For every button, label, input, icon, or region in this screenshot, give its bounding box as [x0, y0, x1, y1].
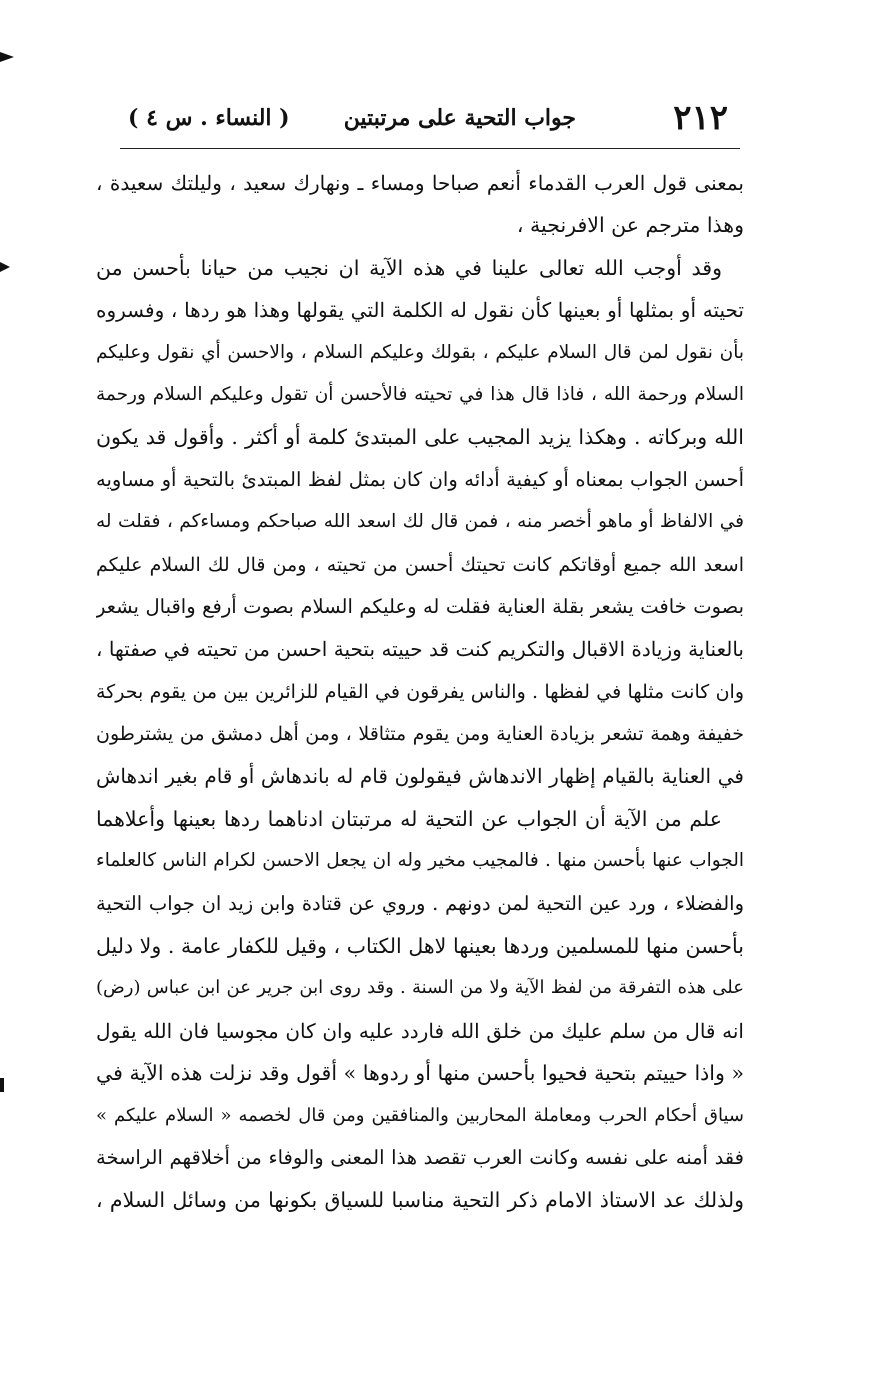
text-line: علم من الآية أن الجواب عن التحية له مرتبتان ادناهما ردها بعينها وأعلاهما — [96, 806, 722, 831]
text-line: على هذه التفرقة من لفظ الآية ولا من السنة . وقد روى ابن جرير عن ابن عباس (رض) — [96, 977, 744, 999]
surah-reference: ( النساء . س ٤ ) — [128, 105, 290, 131]
text-line: السلام ورحمة الله ، فاذا قال هذا في تحيته فالأحسن أن تقول وعليكم السلام ورحمة — [96, 383, 744, 405]
text-line: الله وبركاته . وهكذا يزيد المجيب على المبتدئ كلمة أو أكثر . وأقول قد يكون — [96, 425, 744, 450]
text-line: ولذلك عد الاستاذ الامام ذكر التحية مناسبا للسياق بكونها من وسائل السلام ، — [96, 1188, 744, 1213]
text-line: اسعد الله جميع أوقاتكم كانت تحيتك أحسن من تحيته ، ومن قال لك السلام عليكم — [96, 553, 744, 576]
page-header — [128, 96, 728, 144]
text-line: أحسن الجواب بمعناه أو كيفية أدائه وان كان بمثل لفظ المبتدئ بالتحية أو مساويه — [96, 467, 744, 491]
running-title: جواب التحية على مرتبتين — [343, 105, 576, 131]
text-line: في الالفاظ أو ماهو أخصر منه ، فمن قال لك اسعد الله صباحكم ومساءكم ، فقلت له — [96, 511, 744, 533]
text-line: « واذا حييتم بتحية فحيوا بأحسن منها أو ردوها » أقول وقد نزلت هذه الآية في — [96, 1061, 744, 1086]
text-line: وان كانت مثلها في لفظها . والناس يفرقون في القيام للزائرين بين من يقوم بحركة — [96, 680, 744, 703]
page-number: ٢١٢ — [673, 98, 728, 138]
margin-mark-icon — [0, 1078, 4, 1092]
text-line: والفضلاء ، ورد عين التحية لمن دونهم . وروي عن قتادة وابن زيد ان جواب التحية — [96, 891, 744, 915]
text-line: وهذا مترجم عن الافرنجية ، — [516, 213, 744, 238]
header-rule — [120, 148, 740, 149]
margin-arrow-icon — [0, 262, 10, 272]
text-line: في العناية بالقيام إظهار الاندهاش فيقولون قام له باندهاش أو قام بغير اندهاش — [96, 764, 744, 789]
text-line: خفيفة وهمة تشعر بزيادة العناية ومن يقوم متثاقلا ، ومن أهل دمشق من يشترطون — [96, 723, 744, 746]
text-line: سياق أحكام الحرب ومعاملة المحاربين والمنافقين ومن قال لخصمه « السلام عليكم » — [96, 1104, 744, 1126]
text-line: انه قال من سلم عليك من خلق الله فاردد عليه وان كان مجوسيا فان الله يقول — [96, 1018, 744, 1043]
text-line: وقد أوجب الله تعالى علينا في هذه الآية ان نجيب من حيانا بأحسن من — [96, 255, 722, 280]
text-line: بأحسن منها للمسلمين وردها بعينها لاهل الكتاب ، وقيل للكفار عامة . ولا دليل — [96, 934, 744, 959]
text-line: بصوت خافت يشعر بقلة العناية فقلت له وعليكم السلام بصوت أرفع واقبال يشعر — [96, 594, 744, 618]
text-line: بمعنى قول العرب القدماء أنعم صباحا ومساء ـ ونهارك سعيد ، وليلتك سعيدة ، — [96, 171, 744, 195]
text-line: فقد أمنه على نفسه وكانت العرب تقصد هذا المعنى والوفاء من أخلاقهم الراسخة — [96, 1145, 744, 1169]
body-text — [96, 162, 744, 1222]
text-line: تحيته أو بمثلها أو بعينها كأن نقول له الكلمة التي يقولها وهذا هو ردها ، وفسروه — [96, 298, 744, 323]
text-line: بالعناية وزيادة الاقبال والتكريم كنت قد حييته بتحية احسن من تحيته في صفتها ، — [96, 637, 744, 662]
text-line: الجواب عنها بأحسن منها . فالمجيب مخير وله ان يجعل الاحسن لكرام الناس كالعلماء — [96, 850, 744, 872]
text-line: بأن نقول لمن قال السلام عليكم ، بقولك وعليكم السلام ، والاحسن أي نقول وعليكم — [96, 341, 744, 363]
margin-arrow-icon — [0, 52, 14, 62]
